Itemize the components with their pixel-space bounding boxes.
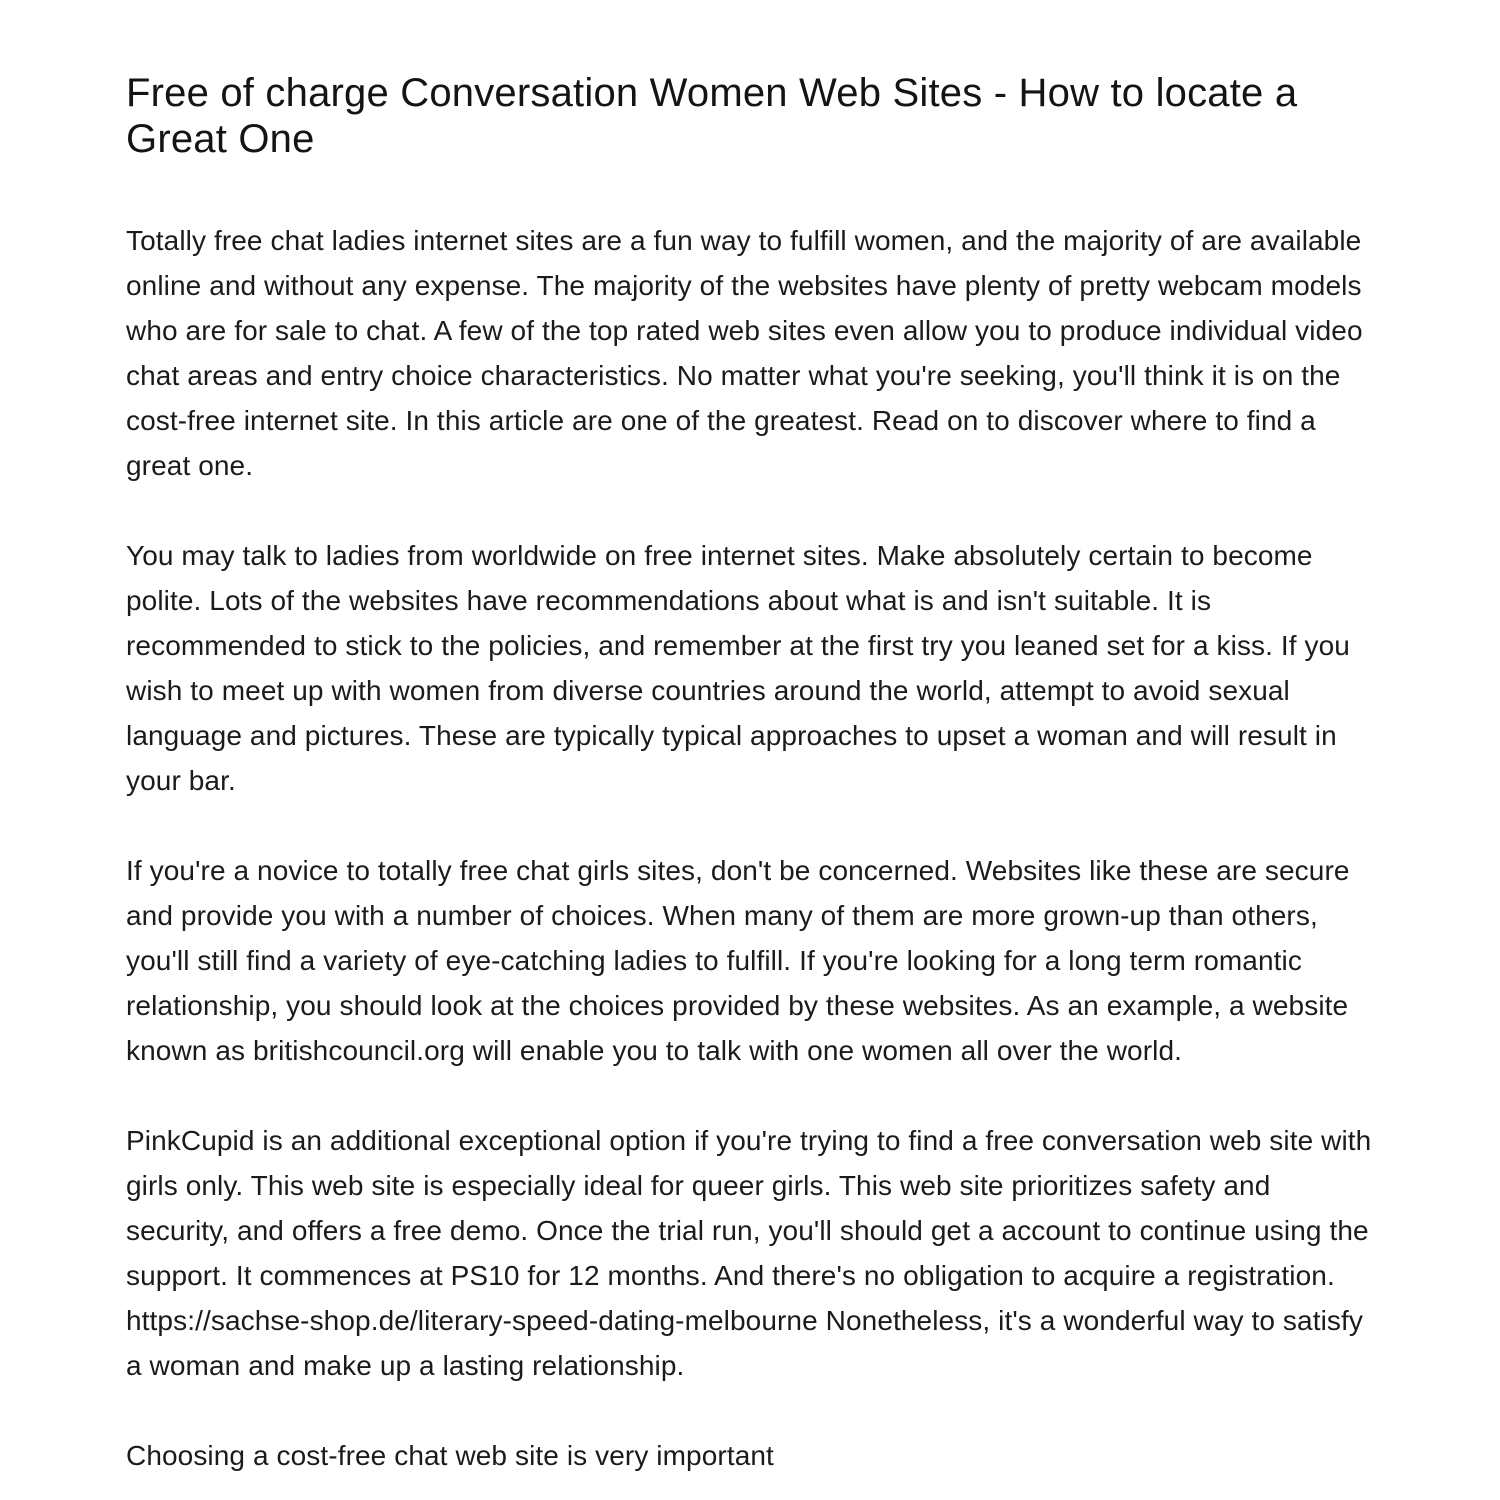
paragraph-pinkcupid: PinkCupid is an additional exceptional option if you're trying to find a free conversation web site with girls only. This web site is especially ideal for queer girls. This web site prioritizes safety and security, and offers a free demo. Once the trial run, you'll should get a account to continue using the support. It commences at PS10 for 12 months. And there's no obligation to acquire a registration. https://sachse-shop.de/literary-speed-dating-melbourne Nonetheless, it's a wonderful way to satisfy a woman and make up a lasting relationship.: [126, 1125, 1372, 1381]
paragraph-intro: Totally free chat ladies internet sites are a fun way to fulfill women, and the majority of are available online and without any expense. The majority of the websites have plenty of pretty webcam models who are for sale to chat. A few of the top rated web sites even allow you to produce individual video chat areas and entry choice characteristics. No matter what you're seeking, you'll think it is on the cost-free internet site. In this article are one of the greatest. Read on to discover where to find a great one.: [126, 225, 1363, 481]
paragraph-politeness: You may talk to ladies from worldwide on free internet sites. Make absolutely certain to become polite. Lots of the websites have recommendations about what is and isn't suitable. It is recommended to stick to the policies, and remember at the first try you leaned set for a kiss. If you wish to meet up with women from diverse countries around the world, attempt to avoid sexual language and pictures. These are typically typical approaches to upset a woman and will result in your bar.: [126, 540, 1350, 796]
article-title: Free of charge Conversation Women Web Sites - How to locate a Great One: [126, 71, 1298, 161]
paragraph-choosing-clipped: Choosing a cost-free chat web site is very important: [126, 1440, 774, 1471]
paragraph-novice-tips: If you're a novice to totally free chat girls sites, don't be concerned. Websites like these are secure and provide you with a number of choices. When many of them are more grown-up than others, you'll still find a variety of eye-catching ladies to fulfill. If you're looking for a long term romantic relationship, you should look at the choices provided by these websites. As an example, a website known as britishcouncil.org will enable you to talk with one women all over the world.: [126, 855, 1350, 1066]
